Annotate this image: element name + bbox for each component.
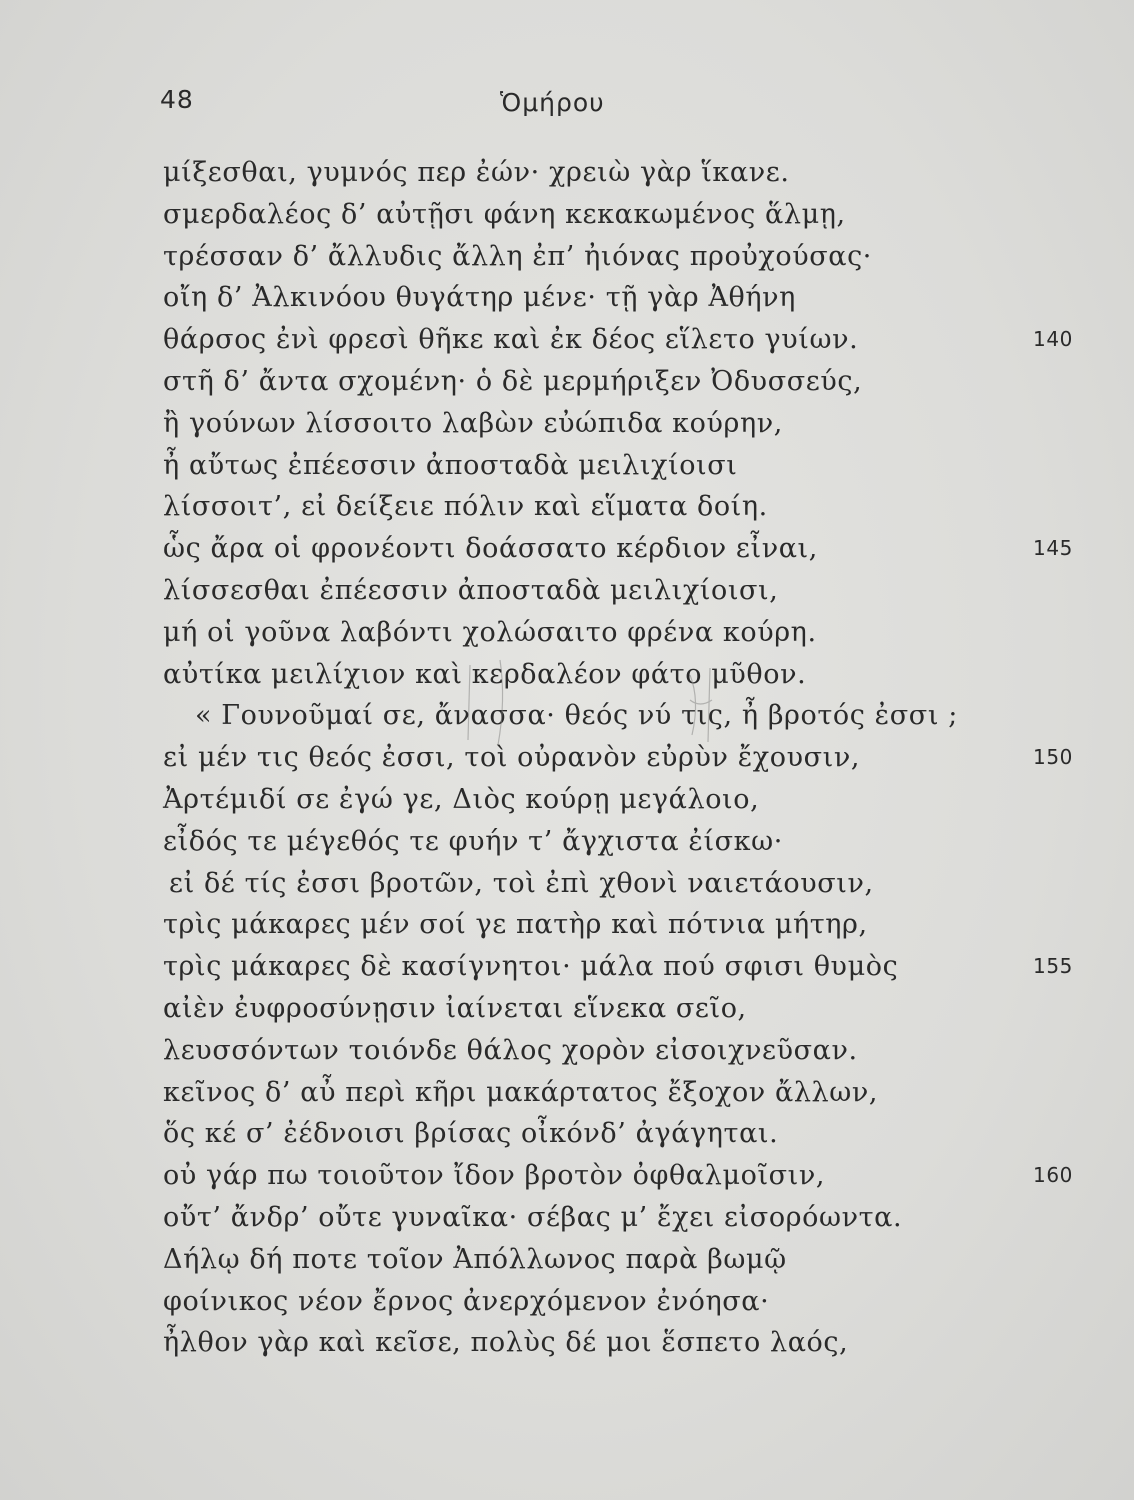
verse-line	[163, 695, 1103, 737]
verse-line	[163, 1113, 1103, 1155]
verse-line	[163, 946, 1103, 988]
verse-line	[163, 1281, 1103, 1323]
running-head: Ὁμήρου	[500, 88, 605, 117]
verse-text: ὧς ἄρα οἱ φρονέοντι δοάσσατο κέρδιον εἶναι,	[163, 533, 818, 565]
verse-text: εἰ μέν τις θεός ἐσσι, τοὶ οὐρανὸν εὐρὺν ἔχουσιν,	[163, 742, 861, 774]
verse-text: θάρσος ἐνὶ φρεσὶ θῆκε καὶ ἐκ δέος εἵλετο γυίων.	[163, 324, 859, 356]
verse-line	[163, 904, 1103, 946]
verse-line	[163, 570, 1103, 612]
verse-line	[163, 152, 1103, 194]
verse-text: λίσσεσθαι ἐπέεσσιν ἀποσταδὰ μειλιχίοισι,	[163, 574, 779, 606]
verse-line	[163, 194, 1103, 236]
verse-text: σμερδαλέος δ’ αὐτῇσι φάνη κεκακωμένος ἅλμῃ,	[163, 198, 846, 230]
verse-block	[163, 152, 1103, 1364]
verse-text: οἴη δ’ Ἀλκινόου θυγάτηρ μένε· τῇ γὰρ Ἀθήνη	[163, 282, 796, 314]
verse-line	[163, 236, 1103, 278]
verse-line	[163, 1030, 1103, 1072]
verse-line	[163, 1322, 1103, 1364]
verse-text: τρέσσαν δ’ ἄλλυδις ἄλλη ἐπ’ ἠιόνας προὐχούσας·	[163, 240, 872, 272]
verse-line	[163, 779, 1103, 821]
verse-text: ἢ γούνων λίσσοιτο λαβὼν εὐώπιδα κούρην,	[163, 407, 783, 439]
verse-line	[163, 1072, 1103, 1114]
verse-line	[163, 486, 1103, 528]
verse-text: ἦ αὔτως ἐπέεσσιν ἀποσταδὰ μειλιχίοισι	[163, 449, 738, 481]
verse-text: μίξεσθαι, γυμνός περ ἐών· χρειὼ γὰρ ἵκανε.	[163, 157, 790, 188]
verse-line	[163, 528, 1103, 570]
line-number: 155	[1033, 954, 1073, 979]
verse-text: λευσσόντων τοιόνδε θάλος χορὸν εἰσοιχνεῦσαν.	[163, 1034, 858, 1066]
verse-text: ὅς κέ σ’ ἐέδνοισι βρίσας οἶκόνδ’ ἀγάγηται.	[163, 1118, 779, 1150]
verse-text: αὐτίκα μειλίχιον καὶ κερδαλέον φάτο μῦθον.	[163, 658, 807, 690]
verse-text: Ἀρτέμιδί σε ἐγώ γε, Διὸς κούρῃ μεγάλοιο,	[163, 783, 760, 815]
verse-text: φοίνικος νέον ἔρνος ἀνερχόμενον ἐνόησα·	[163, 1285, 770, 1317]
verse-text: οὔτ’ ἄνδρ’ οὔτε γυναῖκα· σέβας μ’ ἔχει εἰσορόωντα.	[163, 1201, 903, 1233]
line-number: 150	[1033, 745, 1073, 770]
verse-text: τρὶς μάκαρες μέν σοί γε πατὴρ καὶ πότνια μήτηρ,	[163, 909, 868, 941]
verse-line	[163, 403, 1103, 445]
verse-line	[163, 821, 1103, 863]
verse-text: τρὶς μάκαρες δὲ κασίγνητοι· μάλα πού σφισι θυμὸς	[163, 951, 899, 983]
verse-text: οὐ γάρ πω τοιοῦτον ἴδον βροτὸν ὀφθαλμοῖσιν,	[163, 1160, 826, 1192]
verse-line	[163, 445, 1103, 487]
page-number: 48	[160, 85, 194, 114]
verse-text: αἰὲν ἐυφροσύνῃσιν ἰαίνεται εἵνεκα σεῖο,	[163, 992, 747, 1024]
verse-text: στῆ δ’ ἄντα σχομένη· ὁ δὲ μερμήριξεν Ὀδυσσεύς,	[163, 365, 863, 397]
verse-line	[163, 319, 1103, 361]
verse-line	[163, 1197, 1103, 1239]
line-number: 160	[1033, 1163, 1073, 1188]
verse-line	[163, 277, 1103, 319]
verse-text: εἶδός τε μέγεθός τε φυήν τ’ ἄγχιστα ἐίσκω·	[163, 825, 783, 857]
verse-line	[163, 654, 1103, 696]
verse-text: λίσσοιτ’, εἰ δείξειε πόλιν καὶ εἵματα δοίη.	[163, 491, 768, 523]
line-number: 145	[1033, 536, 1073, 561]
verse-line	[163, 1155, 1103, 1197]
verse-line	[163, 737, 1103, 779]
verse-line	[163, 1239, 1103, 1281]
verse-text: « Γουνοῦμαί σε, ἄνασσα· θεός νύ τις, ἦ βροτός ἐσσι ;	[195, 700, 958, 732]
verse-line	[163, 361, 1103, 403]
verse-text: μή οἱ γοῦνα λαβόντι χολώσαιτο φρένα κούρη.	[163, 616, 817, 648]
verse-text: ἦλθον γὰρ καὶ κεῖσε, πολὺς δέ μοι ἕσπετο λαός,	[163, 1327, 849, 1359]
verse-line	[163, 612, 1103, 654]
verse-line	[163, 988, 1103, 1030]
verse-text: Δήλῳ δή ποτε τοῖον Ἀπόλλωνος παρὰ βωμῷ	[163, 1243, 787, 1275]
verse-line	[163, 863, 1103, 905]
verse-text: εἰ δέ τίς ἐσσι βροτῶν, τοὶ ἐπὶ χθονὶ ναιετάουσιν,	[169, 867, 874, 899]
verse-text: κεῖνος δ’ αὖ περὶ κῆρι μακάρτατος ἔξοχον ἄλλων,	[163, 1076, 879, 1108]
line-number: 140	[1033, 327, 1073, 352]
